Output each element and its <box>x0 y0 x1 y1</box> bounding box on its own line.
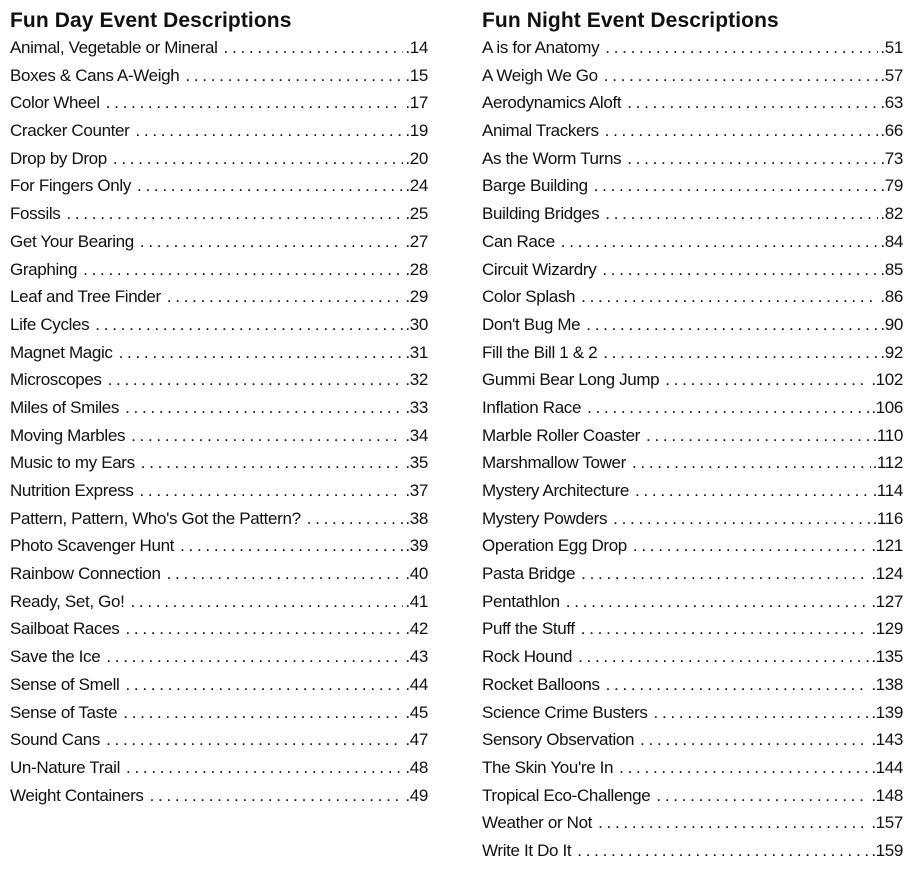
page-number: .90 <box>880 314 903 334</box>
toc-entry <box>482 422 903 450</box>
toc-entry <box>482 34 903 62</box>
dot-leader <box>561 228 879 256</box>
dot-leader <box>106 643 403 671</box>
page-number: .106 <box>871 397 903 417</box>
page-number: .37 <box>405 481 428 500</box>
page-number: .42 <box>405 619 428 639</box>
toc-entry <box>482 89 903 117</box>
page-number: .41 <box>405 591 428 611</box>
toc-entry <box>10 311 428 339</box>
dot-leader <box>605 117 879 145</box>
page-number: .31 <box>405 342 428 362</box>
event-name: Pentathlon <box>482 591 560 611</box>
toc-entry <box>10 228 428 256</box>
event-name: Magnet Magic <box>10 342 113 362</box>
toc-entry <box>10 117 428 145</box>
page-number: .34 <box>405 425 428 445</box>
dot-leader <box>66 200 403 228</box>
event-name: Life Cycles <box>10 314 90 334</box>
event-name: Operation Egg Drop <box>482 536 627 556</box>
event-name: Rainbow Connection <box>10 564 161 584</box>
event-name: Can Race <box>482 231 555 251</box>
event-name: Drop by Drop <box>10 148 107 168</box>
event-name: Fill the Bill 1 & 2 <box>482 342 598 362</box>
event-name: Sense of Smell <box>10 674 120 694</box>
page-number: .44 <box>405 674 428 694</box>
page-number: .121 <box>871 536 903 556</box>
page-number: .30 <box>405 314 428 334</box>
event-name: Circuit Wizardry <box>482 259 597 279</box>
toc-entry <box>482 671 903 699</box>
dot-leader <box>167 560 404 588</box>
toc-entry <box>482 394 903 422</box>
toc-entry <box>482 311 903 339</box>
page-number: .85 <box>880 259 903 279</box>
toc-entry <box>10 699 428 727</box>
toc-entry <box>482 366 903 394</box>
page-number: .48 <box>405 757 428 777</box>
page-number: .19 <box>405 121 428 141</box>
page-number: .82 <box>880 204 903 224</box>
dot-leader <box>581 560 869 588</box>
dot-leader <box>106 89 404 117</box>
toc-entry <box>482 643 903 671</box>
page-number: .25 <box>405 204 428 224</box>
page-number: .92 <box>880 342 903 362</box>
event-name: Pattern, Pattern, Who's Got the Pattern? <box>10 508 301 528</box>
dot-leader <box>586 311 878 339</box>
event-name: Moving Marbles <box>10 425 126 445</box>
toc-entry <box>10 615 428 643</box>
dot-leader <box>108 366 404 394</box>
toc-entry <box>10 588 428 616</box>
toc-entry <box>482 117 903 145</box>
page-number: .33 <box>405 397 428 417</box>
dot-leader <box>619 754 869 782</box>
toc-entry <box>10 643 428 671</box>
page-number: .17 <box>405 93 428 113</box>
toc-entry <box>10 671 428 699</box>
toc-entry <box>482 837 903 865</box>
event-name: Leaf and Tree Finder <box>10 287 161 307</box>
page-number: .102 <box>871 370 903 390</box>
dot-leader <box>581 283 878 311</box>
toc-entry <box>10 449 428 477</box>
dot-leader <box>577 837 869 865</box>
page-number: .143 <box>871 730 903 750</box>
page-number: .135 <box>871 647 903 667</box>
dot-leader <box>180 532 403 560</box>
toc-entry <box>10 34 428 62</box>
toc-entry <box>482 782 903 810</box>
toc-entry <box>10 782 428 810</box>
event-name: A is for Anatomy <box>482 38 600 57</box>
event-name: Write It Do It <box>482 840 572 860</box>
dot-leader <box>613 505 870 533</box>
dot-leader <box>605 34 878 62</box>
page-number: .47 <box>405 730 428 750</box>
toc-entry <box>482 809 903 837</box>
event-name: Un-Nature Trail <box>10 757 121 777</box>
page-number: .32 <box>405 370 428 390</box>
toc-entry <box>482 505 903 533</box>
toc-entry <box>482 449 903 477</box>
dot-leader <box>654 699 870 727</box>
event-name: Marshmallow Tower <box>482 453 626 473</box>
event-name: Fossils <box>10 204 61 224</box>
dot-leader <box>633 532 869 560</box>
event-name: Rocket Balloons <box>482 674 600 694</box>
dot-leader <box>140 228 404 256</box>
dot-leader <box>598 809 869 837</box>
event-name: Animal, Vegetable or Mineral <box>10 38 218 57</box>
toc-entry <box>482 726 903 754</box>
page-number: .159 <box>871 840 903 860</box>
toc-entry <box>10 283 428 311</box>
dot-leader <box>141 449 404 477</box>
dot-leader <box>594 172 879 200</box>
dot-leader <box>605 200 878 228</box>
toc-entry <box>482 62 903 90</box>
page-number: .15 <box>405 65 428 85</box>
dot-leader <box>150 782 404 810</box>
dot-leader <box>640 726 869 754</box>
page-number: .27 <box>405 231 428 251</box>
event-name: Tropical Eco-Challenge <box>482 785 651 805</box>
toc-entry <box>10 200 428 228</box>
dot-leader <box>307 505 404 533</box>
dot-leader <box>635 477 871 505</box>
fun-day-column <box>10 8 428 809</box>
event-name: Boxes & Cans A-Weigh <box>10 65 180 85</box>
toc-entry <box>482 754 903 782</box>
toc-entry <box>10 62 428 90</box>
event-name: For Fingers Only <box>10 176 131 196</box>
dot-leader <box>106 726 403 754</box>
dot-leader <box>604 62 879 90</box>
page-number: .129 <box>871 619 903 639</box>
event-name: Sense of Taste <box>10 702 118 722</box>
toc-entry <box>482 200 903 228</box>
toc-entry <box>482 588 903 616</box>
page-number: .51 <box>880 38 903 57</box>
page-number: .112 <box>872 453 903 473</box>
event-name: Ready, Set, Go! <box>10 591 125 611</box>
event-name: Sensory Observation <box>482 730 635 750</box>
toc-entry <box>10 394 428 422</box>
toc-entry <box>10 89 428 117</box>
event-name: Microscopes <box>10 370 102 390</box>
dot-leader <box>83 256 403 284</box>
event-name: Sailboat Races <box>10 619 120 639</box>
toc-entry <box>482 339 903 367</box>
event-name: Sound Cans <box>10 730 101 750</box>
page-number: .138 <box>871 674 903 694</box>
page-number: .144 <box>871 757 903 777</box>
page-number: .86 <box>880 287 903 307</box>
page-number: .127 <box>871 591 903 611</box>
page-number: .79 <box>880 176 903 196</box>
toc-entry <box>10 477 428 505</box>
dot-leader <box>119 339 404 367</box>
page-number: .49 <box>405 785 428 805</box>
event-name: Pasta Bridge <box>482 564 576 584</box>
event-name: Animal Trackers <box>482 121 599 141</box>
event-name: Building Bridges <box>482 204 600 224</box>
dot-leader <box>224 34 404 62</box>
event-name: Mystery Powders <box>482 508 608 528</box>
page-number: .139 <box>871 702 903 722</box>
toc-entry <box>10 339 428 367</box>
dot-leader <box>627 145 878 173</box>
fun-night-event-list <box>482 34 903 865</box>
toc-entry <box>482 283 903 311</box>
event-name: Weather or Not <box>482 813 593 833</box>
event-name: Inflation Race <box>482 397 582 417</box>
toc-entry <box>10 145 428 173</box>
toc-entry <box>10 172 428 200</box>
toc-entry <box>482 532 903 560</box>
page-number: .24 <box>405 176 428 196</box>
toc-entry <box>10 422 428 450</box>
dot-leader <box>125 394 403 422</box>
dot-leader <box>113 145 404 173</box>
dot-leader <box>95 311 403 339</box>
event-name: Color Wheel <box>10 93 100 113</box>
fun-night-heading: Fun Night Event Descriptions <box>482 9 779 32</box>
dot-leader <box>167 283 404 311</box>
toc-entry <box>482 172 903 200</box>
fun-day-heading: Fun Day Event Descriptions <box>10 9 292 32</box>
page-number: .35 <box>405 453 428 473</box>
page-number: .114 <box>872 481 903 500</box>
event-name: Color Splash <box>482 287 576 307</box>
event-name: Don't Bug Me <box>482 314 581 334</box>
toc-entry <box>482 615 903 643</box>
dot-leader <box>139 477 403 505</box>
toc-entry <box>10 532 428 560</box>
event-name: Miles of Smiles <box>10 397 120 417</box>
dot-leader <box>656 782 869 810</box>
page-number: .29 <box>405 287 428 307</box>
event-name: The Skin You're In <box>482 757 614 777</box>
dot-leader <box>665 366 869 394</box>
event-name: Aerodynamics Aloft <box>482 93 622 113</box>
fun-night-column <box>482 8 903 865</box>
dot-leader <box>602 256 878 284</box>
dot-leader <box>125 615 403 643</box>
page-number: .66 <box>880 121 903 141</box>
event-name: Marble Roller Coaster <box>482 425 640 445</box>
page-number: .157 <box>871 813 903 833</box>
event-name: Science Crime Busters <box>482 702 648 722</box>
toc-entry <box>10 256 428 284</box>
dot-leader <box>135 117 403 145</box>
toc-entry <box>482 145 903 173</box>
dot-leader <box>627 89 878 117</box>
page-number: .20 <box>405 148 428 168</box>
toc-entry <box>10 366 428 394</box>
dot-leader <box>130 588 403 616</box>
page-number: .110 <box>872 425 903 445</box>
toc-entry <box>482 228 903 256</box>
dot-leader <box>632 449 871 477</box>
page-number: .73 <box>880 148 903 168</box>
event-name: Graphing <box>10 259 78 279</box>
toc-entry <box>482 256 903 284</box>
dot-leader <box>125 671 403 699</box>
event-name: Photo Scavenger Hunt <box>10 536 175 556</box>
event-name: Puff the Stuff <box>482 619 575 639</box>
toc-entry <box>10 754 428 782</box>
page-number: .43 <box>405 647 428 667</box>
dot-leader <box>126 754 403 782</box>
dot-leader <box>137 172 403 200</box>
page-number: .116 <box>872 508 903 528</box>
event-name: Rock Hound <box>482 647 573 667</box>
dot-leader <box>185 62 403 90</box>
page-number: .148 <box>871 785 903 805</box>
dot-leader <box>123 699 403 727</box>
event-name: As the Worm Turns <box>482 148 622 168</box>
page-number: .28 <box>405 259 428 279</box>
dot-leader <box>587 394 869 422</box>
event-name: Music to my Ears <box>10 453 135 473</box>
dot-leader <box>131 422 403 450</box>
toc-entry <box>10 505 428 533</box>
page-number: .57 <box>880 65 903 85</box>
event-name: Nutrition Express <box>10 481 134 500</box>
page-number: .39 <box>405 536 428 556</box>
event-name: Mystery Architecture <box>482 481 629 500</box>
toc-entry <box>10 560 428 588</box>
page-number: .84 <box>880 231 903 251</box>
page-number: .40 <box>405 564 428 584</box>
event-name: A Weigh We Go <box>482 65 598 85</box>
event-name: Barge Building <box>482 176 588 196</box>
event-name: Get Your Bearing <box>10 231 134 251</box>
toc-entry <box>10 726 428 754</box>
event-name: Weight Containers <box>10 785 144 805</box>
page-number: .63 <box>880 93 903 113</box>
dot-leader <box>603 339 878 367</box>
event-name: Save the Ice <box>10 647 101 667</box>
dot-leader <box>646 422 871 450</box>
page-number: .124 <box>871 564 903 584</box>
page-number: .38 <box>405 508 428 528</box>
event-name: Gummi Bear Long Jump <box>482 370 660 390</box>
fun-day-event-list <box>10 34 428 809</box>
dot-leader <box>578 643 869 671</box>
toc-entry <box>482 560 903 588</box>
dot-leader <box>581 615 870 643</box>
dot-leader <box>566 588 870 616</box>
dot-leader <box>606 671 870 699</box>
toc-entry <box>482 477 903 505</box>
page-number: .45 <box>405 702 428 722</box>
page-number: .14 <box>405 38 428 57</box>
toc-entry <box>482 699 903 727</box>
event-name: Cracker Counter <box>10 121 130 141</box>
